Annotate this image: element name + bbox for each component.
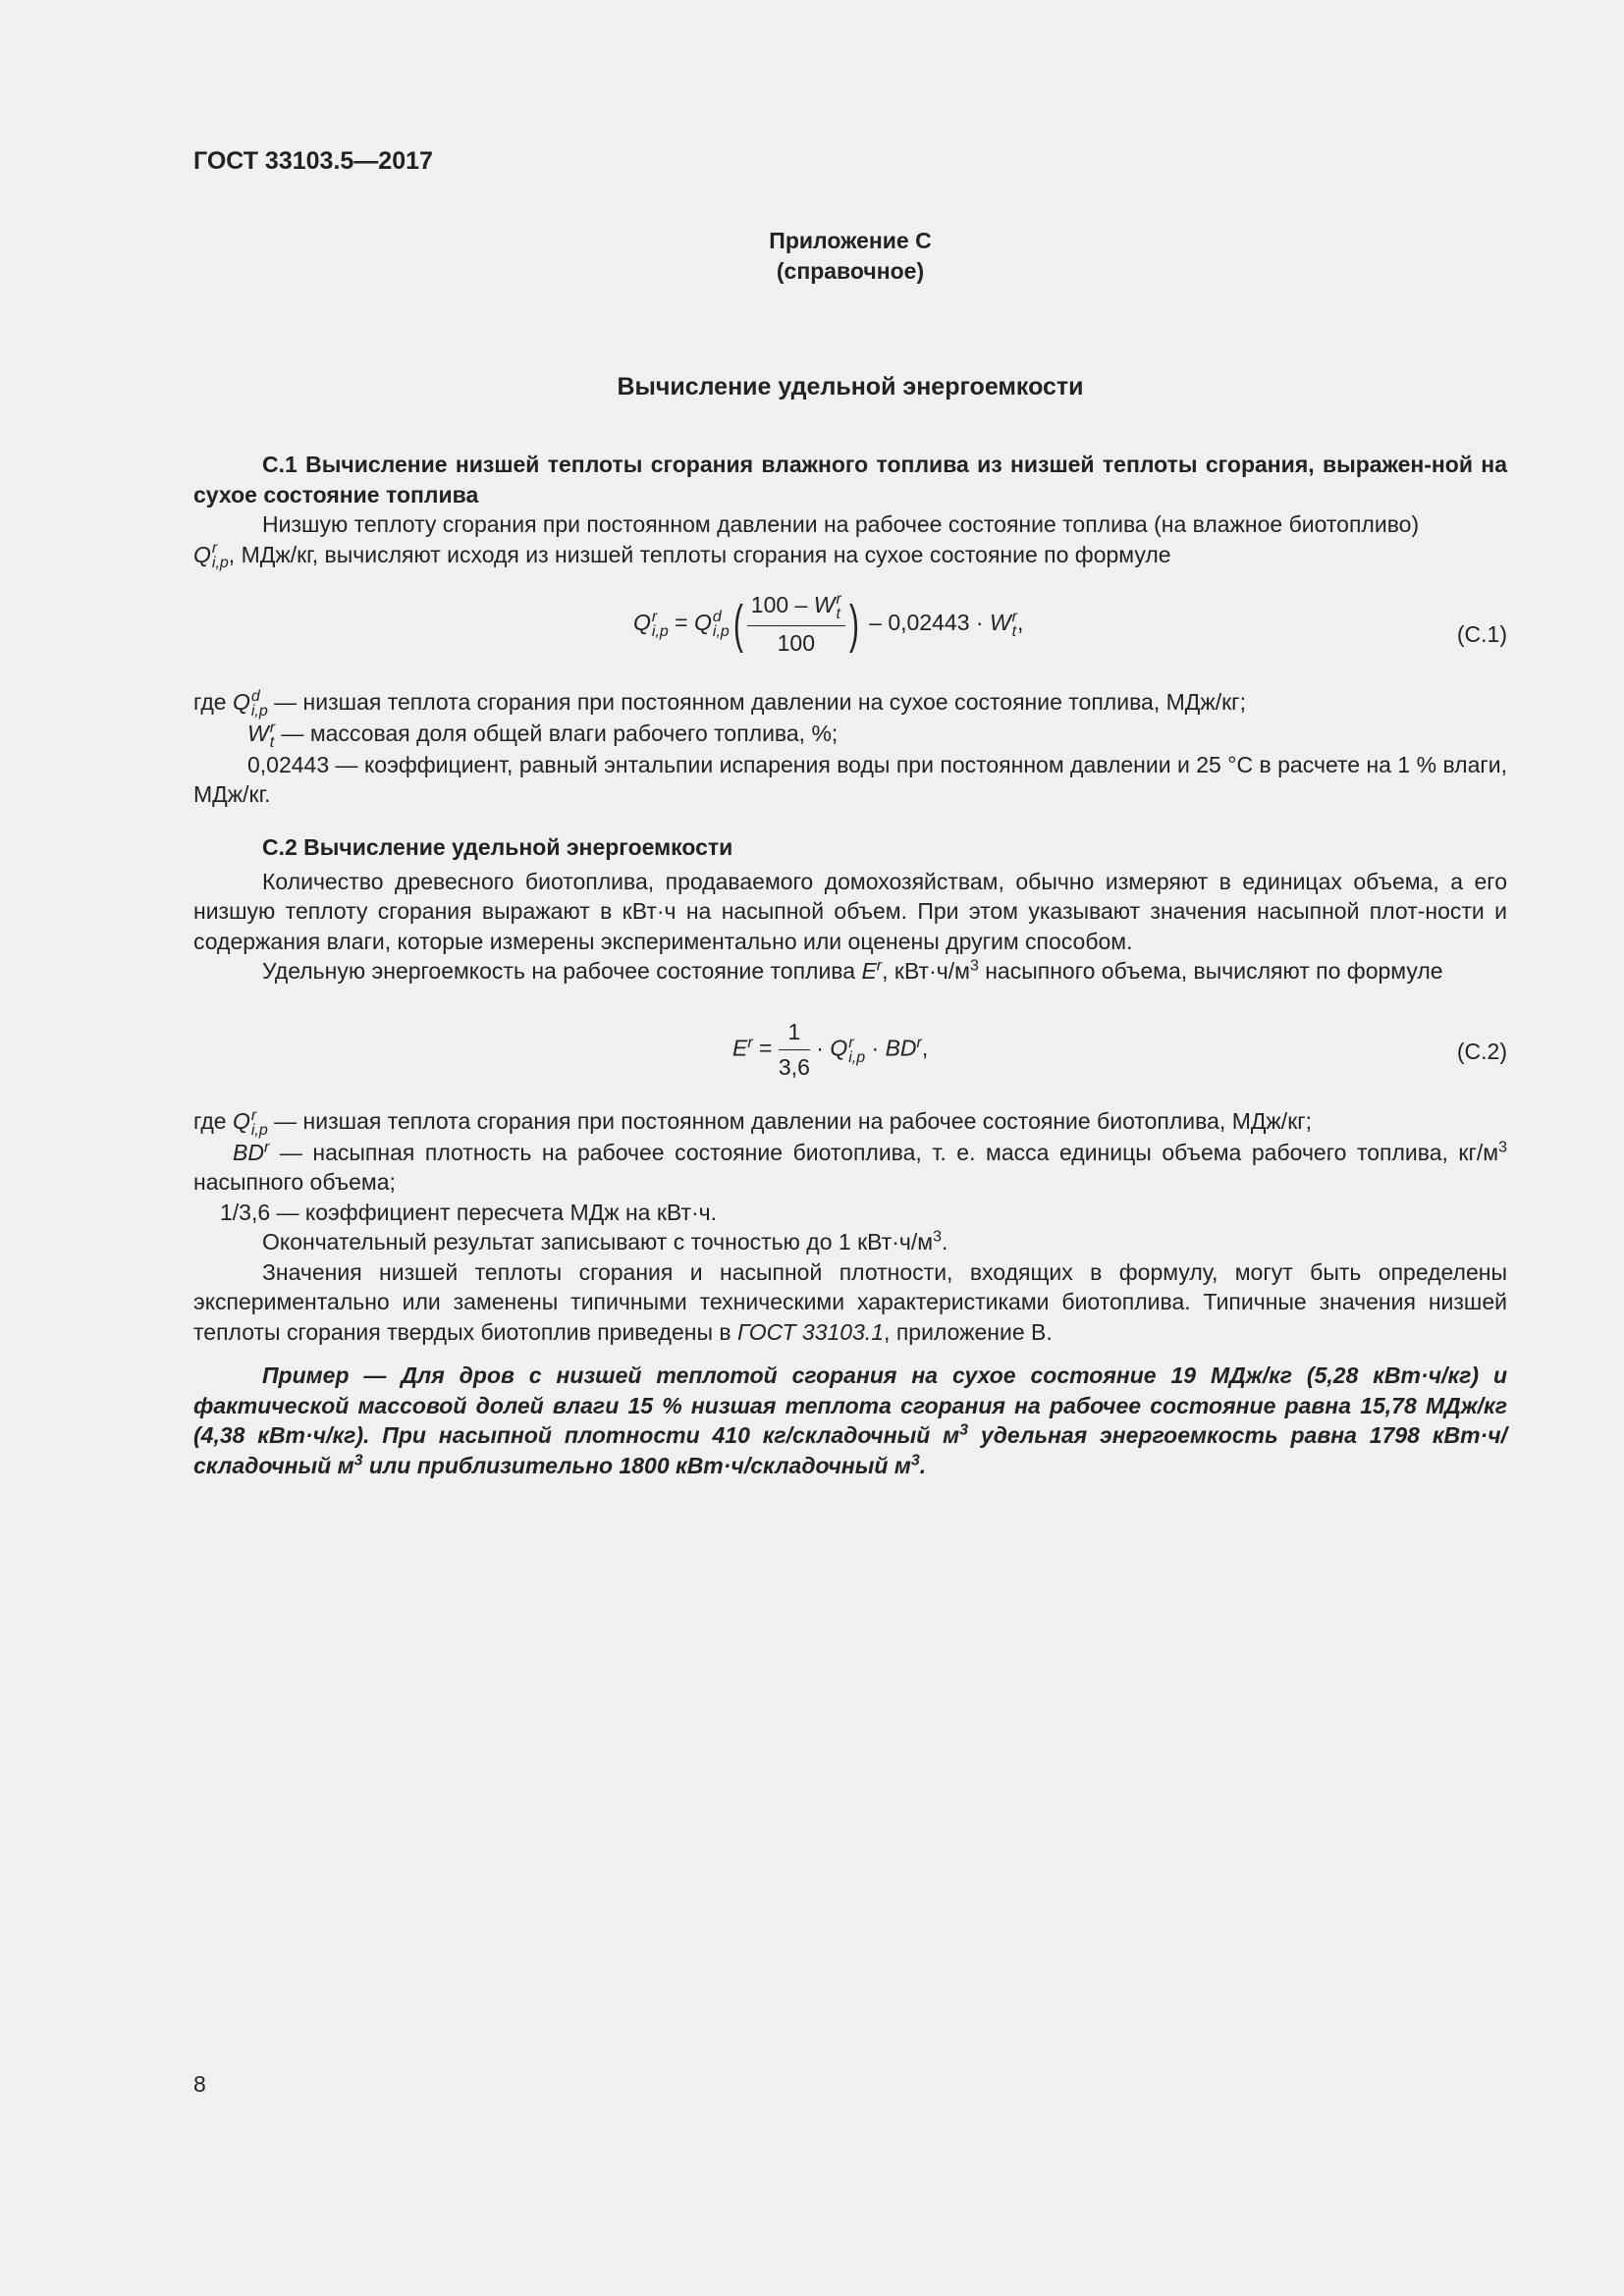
section-1-intro-line2: Q r i,p , МДж/кг, вычисляют исходя из низшей теплоты сгорания на сухое состояние по формуле — [193, 540, 1171, 572]
page-number: 8 — [193, 2071, 206, 2097]
document-id: ГОСТ 33103.5—2017 — [193, 147, 433, 175]
def-w: W r t — массовая доля общей влаги рабочего топлива, %; — [247, 719, 839, 751]
formula-c2: $E^r$ = $\frac{1}{3,6}$ · Q r i,p · $BD^r$, — [732, 1019, 929, 1080]
q-symbol: Q — [193, 541, 211, 567]
section-1-heading: С.1 Вычисление низшей теплоты сгорания влажного топлива из низшей теплоты сгорания, выражен-ной на сухое состояние топлива — [193, 452, 1507, 507]
q-supsub: r i,p — [211, 540, 229, 572]
def-bd: $BD^r$ — насыпная плотность на рабочее состояние биотоплива, т. е. масса единицы объема рабочего топлива, $кг/м^3$ насыпного объема; — [193, 1139, 1507, 1196]
section-1-intro-line1: Низшую теплоту сгорания при постоянном давлении на рабочее состояние топлива (на влажное биотопливо) — [262, 511, 1420, 537]
formula-c1: Q r i,p = Q d i,p ( 100 – W r t 100 ) – 0,02443 · W r t , — [633, 591, 1024, 656]
appendix-label: Приложение С — [769, 228, 932, 253]
section-2-para1: Количество древесного биотоплива, продаваемого домохозяйствам, обычно измеряют в единицах объема, а его низшую теплоту сгорания выражают в кВт·ч на насыпной объем. При этом указывают значения насыпной плот-ности и содержания влаги, которые измерены экспериментально или оценены другим способом. — [193, 868, 1507, 954]
section-1 — [193, 450, 1507, 570]
standard-reference: ГОСТ 33103.1 — [736, 1318, 885, 1345]
def-coefficient: 0,02443 — коэффициент, равный энтальпии испарения воды при постоянном давлении и 25 °С в расчете на 1 % влаги, МДж/кг. — [193, 751, 1507, 808]
def-qd: где Q d i,p — низшая теплота сгорания при постоянном давлении на сухое состояние топлива, МДж/кг; — [193, 687, 1246, 720]
section-1-definitions — [193, 687, 1507, 810]
page-title: Вычисление удельной энергоемкости — [617, 373, 1084, 400]
example-note: Пример — Для дров с низшей теплотой сгорания на сухое состояние 19 МДж/кг (5,28 кВт·ч/кг) и фактической массовой долей влаги 15 % низшая теплота сгорания на рабочее состояние равна 15,78 МДж/кг (4,38 кВт·ч/кг). При насыпной плотности 410 кг/складочный $м^3$ удельная энергоемкость равна 1798 кВт·ч/складочный $м^3$ или приблизительно 1800 кВт·ч/складочный $м^3$. — [193, 1362, 1507, 1478]
formula-c1-fraction: 100 – W r t 100 — [747, 592, 845, 657]
appendix-status: (справочное) — [776, 258, 925, 284]
final-result: Окончательный результат записывают с точностью до 1 $кВт\cdot ч/м^3$. — [262, 1228, 948, 1255]
def-qr: где Q r i,p — низшая теплота сгорания при постоянном давлении на рабочее состояние биотоплива, МДж/кг; — [193, 1106, 1313, 1139]
formula-c2-fraction: $\frac{1}{3,6}$ — [778, 1019, 810, 1080]
def-conversion: 1/3,6 — коэффициент пересчета МДж на кВт·ч. — [220, 1199, 718, 1225]
formula-c1-number: (С.1) — [1456, 621, 1507, 647]
section-2-para2: Удельную энергоемкость на рабочее состояние топлива $E^r$, $кВт\cdot ч/м^3$ насыпного объема, вычисляют по формуле — [262, 957, 1443, 984]
section-2 — [193, 832, 1507, 987]
section-2-definitions — [193, 1106, 1507, 1480]
section-2-heading: С.2 Вычисление удельной энергоемкости — [262, 834, 733, 860]
appendix-heading — [193, 226, 1507, 287]
section-2-para3: Значения низшей теплоты сгорания и насыпной плотности, входящих в формулу, могут быть определены экспериментально или заменены типичными техническими характеристиками биотоплива. Типичные значения низшей теплоты сгорания твердых биотоплив приведены в ГОСТ 33103.1, приложение В. — [193, 1258, 1507, 1345]
formula-c2-number: (С.2) — [1456, 1039, 1507, 1064]
